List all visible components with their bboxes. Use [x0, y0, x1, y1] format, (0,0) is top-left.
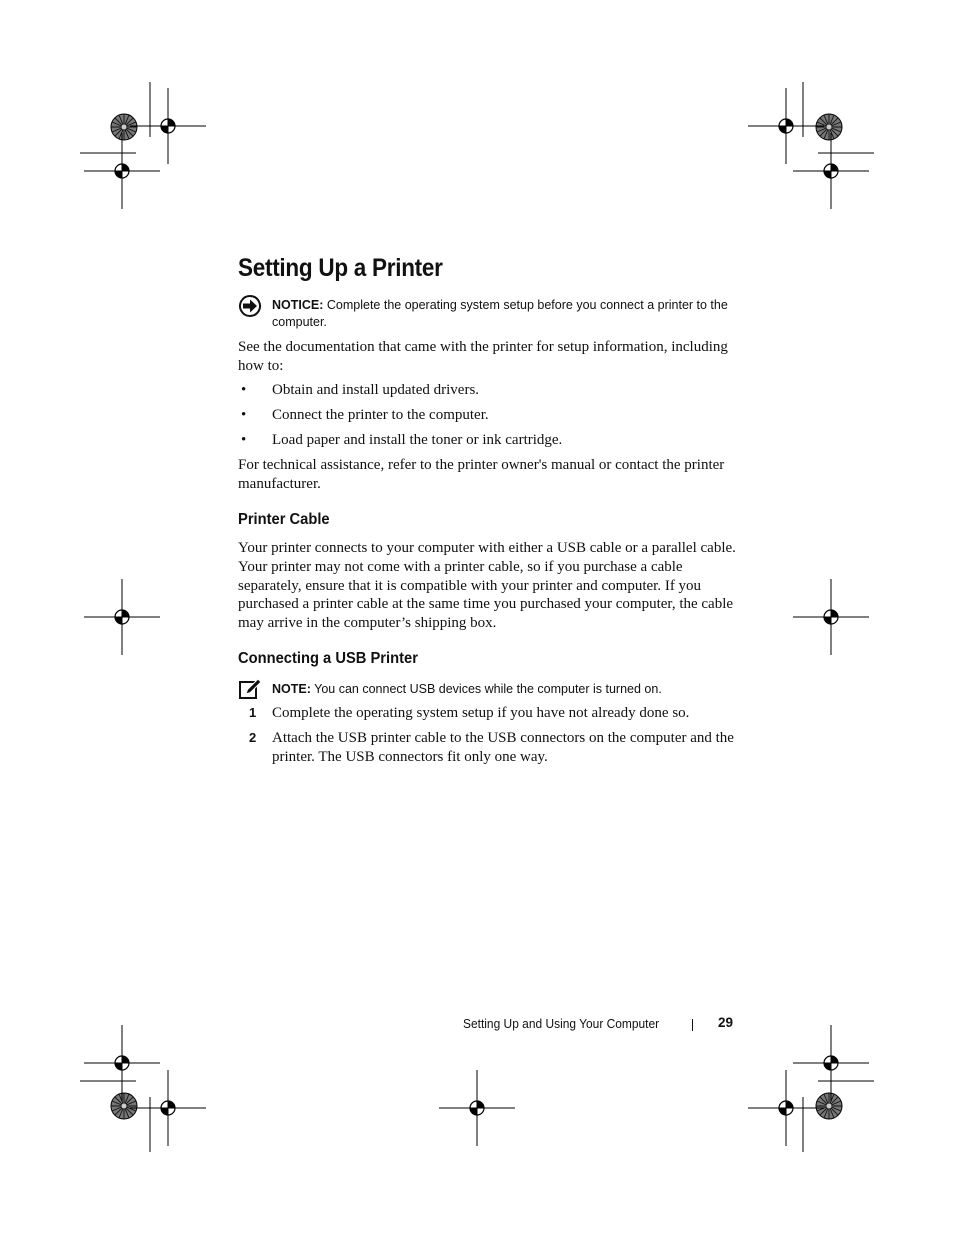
note-text: [272, 681, 734, 698]
list-item: • Obtain and install updated drivers.: [241, 382, 480, 398]
note-label: NOTE:: [272, 682, 311, 696]
printer-cable-heading: Printer Cable: [238, 511, 330, 528]
list-item: • Connect the printer to the computer.: [241, 406, 489, 423]
step-number: 1: [249, 705, 257, 720]
footer-section-title: Setting Up and Using Your Computer: [463, 1016, 660, 1031]
notice-body: Complete the operating system setup before you connect a printer to the computer.: [272, 298, 728, 329]
notice-arrow-icon: [238, 295, 262, 322]
usb-steps-list: [238, 704, 738, 767]
step-text: Complete the operating system setup if you have not already done so.: [272, 705, 690, 721]
notice-text: [272, 297, 734, 331]
footer-divider: [692, 1019, 693, 1031]
step-item: [238, 704, 738, 723]
list-item: • Load paper and install the toner or ink cartridge.: [241, 431, 563, 448]
step-text: Attach the USB printer cable to the USB connectors on the computer and the printer. The USB connectors fit only one way.: [272, 729, 734, 765]
setup-bullet-list: [238, 381, 738, 450]
step-item: [238, 729, 738, 767]
page-title: Setting Up a Printer: [238, 254, 443, 282]
footer-page-number: 29: [718, 1015, 734, 1030]
step-number: 2: [249, 729, 257, 745]
note-pencil-icon: [238, 678, 262, 705]
intro-paragraph: See the documentation that came with the printer for setup information, including how to:: [238, 339, 728, 374]
assistance-paragraph: For technical assistance, refer to the printer owner's manual or contact the printer manufacturer.: [238, 457, 725, 492]
note-body: You can connect USB devices while the computer is turned on.: [314, 682, 662, 696]
notice-label: NOTICE:: [272, 298, 324, 312]
usb-printer-heading: Connecting a USB Printer: [238, 650, 418, 667]
printer-cable-paragraph: Your printer connects to your computer with either a USB cable or a parallel cable. Your printer may not come with a printer cable, so if you purchase a cable separately, ensure that it is compatible with your printer and computer. If you purchased a printer cable at the same time you purchased your computer, the cable may arrive in the computer’s shipping box.: [238, 540, 736, 632]
